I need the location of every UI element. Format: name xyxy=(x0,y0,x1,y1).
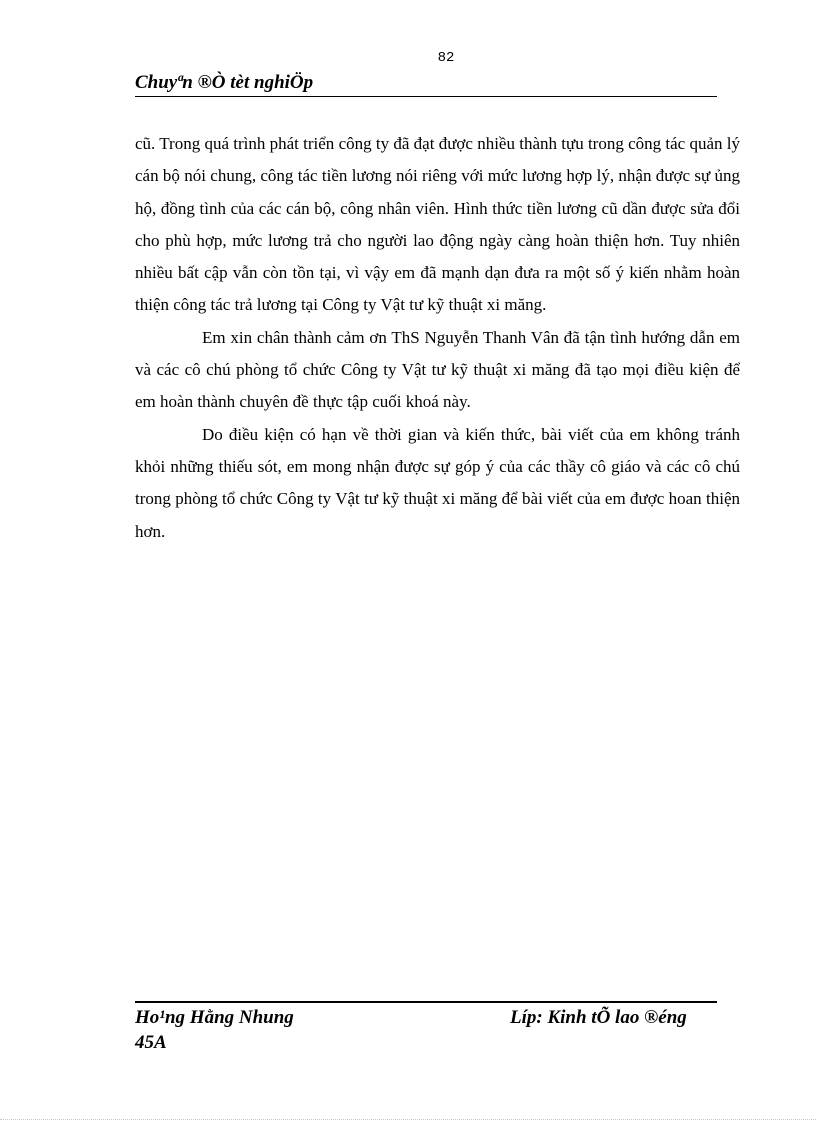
page-bottom-edge xyxy=(0,1119,816,1120)
footer-cohort: 45A xyxy=(135,1032,167,1053)
footer-author-name: Ho¹ng Hằng Nhung xyxy=(135,1007,294,1028)
body-paragraph: cũ. Trong quá trình phát triển công ty đã đạt được nhiều thành tựu trong công tác quản lý cán bộ nói chung, công tác tiền lương nói riêng với mức lương hợp lý, nhận được sự ủng hộ, đồng tình của các cán bộ, công nhân viên. Hình thức tiền lương cũ dần được sửa đổi cho phù hợp, mức lương trả cho người lao động ngày càng hoàn thiện hơn. Tuy nhiên nhiều bất cập vẫn còn tồn tại, vì vậy em đã mạnh dạn đưa ra một số ý kiến nhằm hoàn thiện công tác trả lương tại Công ty Vật tư kỹ thuật xi măng. xyxy=(135,134,740,315)
page-number: 82 xyxy=(437,50,455,66)
document-body xyxy=(135,128,740,548)
footer-divider xyxy=(135,1001,717,1003)
header-divider xyxy=(135,96,717,97)
running-header-title: Chuyªn ®Ò tèt nghiÖp xyxy=(135,72,314,93)
body-paragraph: Do điều kiện có hạn về thời gian và kiến thức, bài viết của em không tránh khỏi những thiếu sót, em mong nhận được sự góp ý của các thầy cô giáo và các cô chú trong phòng tổ chức Công ty Vật tư kỹ thuật xi măng để bài viết của em được hoan thiện hơn. xyxy=(135,424,740,541)
footer-class-name: Líp: Kinh tÕ lao ®éng xyxy=(510,1007,687,1028)
body-paragraph: Em xin chân thành cảm ơn ThS Nguyễn Thanh Vân đã tận tình hướng dẫn em và các cô chú phòng tổ chức Công ty Vật tư kỹ thuật xi măng đã tạo mọi điều kiện để em hoàn thành chuyên đề thực tập cuối khoá này. xyxy=(135,327,740,412)
